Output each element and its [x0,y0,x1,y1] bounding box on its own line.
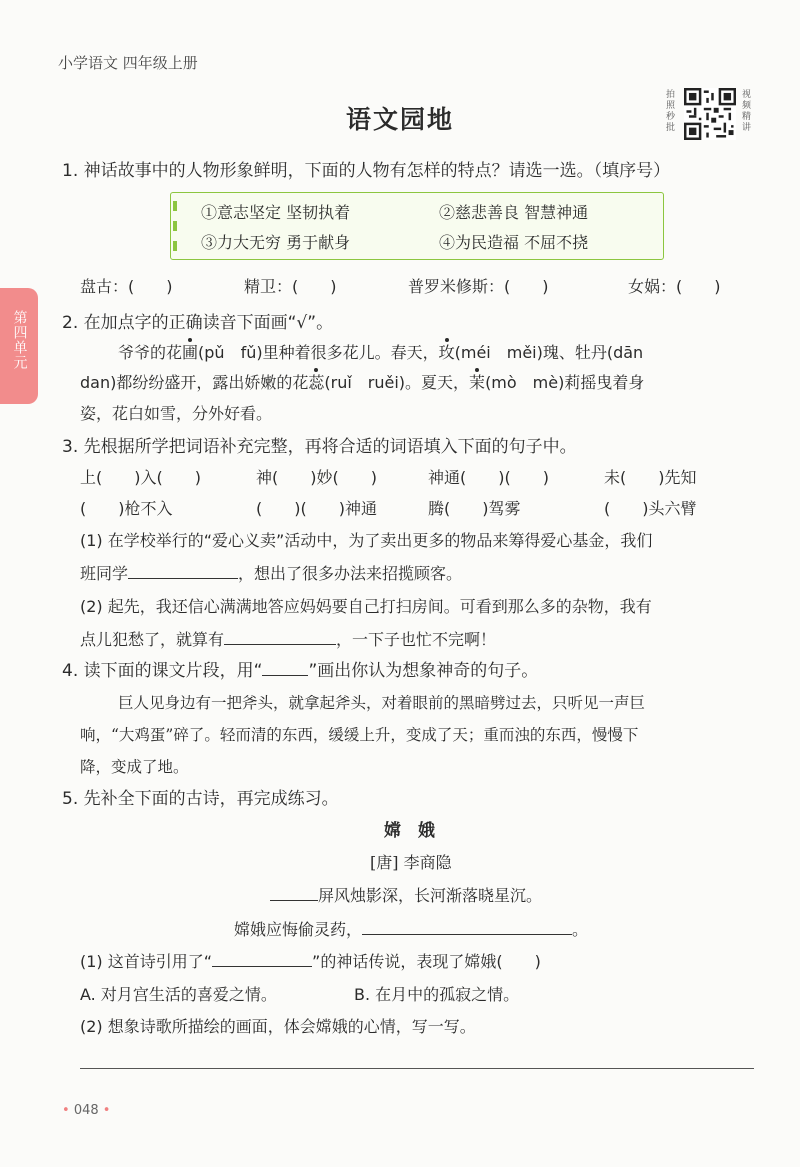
fill-blank[interactable] [224,628,336,645]
dotted-char: 蕊 [308,373,325,392]
text: ”画出你认为想象神奇的句子。 [308,661,539,681]
q2-line-3: 姿，花白如雪，分外好看。 [80,404,273,423]
page-number-value: 048 [73,1103,99,1118]
fill-blank[interactable] [270,884,318,901]
text: (mò mè)莉摇曳着身 [485,373,645,392]
q2-prompt: 2. 在加点字的正确读音下面画“√”。 [62,313,334,333]
q3-word-2[interactable]: 神( )妙( ) [256,468,377,487]
text: 。 [572,920,589,939]
text: (pǔ fǔ)里种着很多花儿。春天， [198,343,439,362]
q3-sentence-1a: (1) 在学校举行的“爱心义卖”活动中，为了卖出更多的物品来筹得爱心基金，我们 [80,531,653,550]
q1-option-4: ④为民造福 不屈不挠 [439,233,589,252]
q5-option-b[interactable]: B. 在月中的孤寂之情。 [354,985,520,1004]
text: 4. 读下面的课文片段，用“ [62,661,263,681]
q1-option-3: ③力大无穷 勇于献身 [201,233,351,252]
text: (méi měi)瑰、牡丹(dān [454,343,644,362]
poem-line-2 [234,918,588,941]
green-marker [173,201,177,211]
q5-subquestion-2: (2) 想象诗歌所描绘的画面，体会嫦娥的心情，写一写。 [80,1017,476,1036]
text: 班同学 [80,564,129,583]
dotted-char: 茉 [469,373,486,392]
q3-word-3[interactable]: 神通( )( ) [428,468,549,487]
q1-answer-pangu[interactable]: 盘古：( ) [80,277,173,296]
qr-left-label: 拍照秒批 [666,90,676,133]
answer-line[interactable] [80,1068,754,1069]
fill-blank[interactable] [212,950,312,967]
q4-passage-line-2: 响，“大鸡蛋”碎了。轻而清的东西，缓缓上升，变成了天；重而浊的东西，慢慢下 [80,726,639,744]
q2-line-2 [80,372,644,394]
q1-answer-jingwei[interactable]: 精卫：( ) [244,277,337,296]
qr-right-label: 视频精讲 [742,90,752,133]
q1-answer-nvwa[interactable]: 女娲：( ) [628,277,721,296]
text: ，一下子也忙不完啊！ [336,630,497,649]
q1-options-box [170,192,664,260]
green-marker [173,241,177,251]
dotted-char: 圃 [182,343,199,362]
text: (ruǐ ruěi)。夏天， [324,373,470,392]
underline-sample [262,661,308,676]
q3-sentence-2a: (2) 起先，我还信心满满地答应妈妈要自己打扫房间。可看到那么多的杂物，我有 [80,597,652,616]
q3-word-6[interactable]: ( )( )神通 [256,499,377,518]
fill-blank[interactable] [362,918,572,935]
q3-word-1[interactable]: 上( )入( ) [80,468,201,487]
q3-prompt: 3. 先根据所学把词语补充完整，再将合适的词语填入下面的句子中。 [62,437,577,457]
q4-passage-line-1: 巨人见身边有一把斧头，就拿起斧头，对着眼前的黑暗劈过去，只听见一声巨 [118,694,646,712]
q5-subquestion-1 [80,950,541,973]
q1-answer-prometheus[interactable]: 普罗米修斯：( ) [408,277,549,296]
running-header: 小学语文 四年级上册 [58,54,198,72]
page-number: • 048 • [62,1103,111,1118]
poem-line-1 [270,884,542,907]
q3-word-7[interactable]: 腾( )驾雾 [428,499,521,518]
text: 点儿犯愁了，就算有 [80,630,225,649]
unit-side-tab [0,288,38,404]
fill-blank[interactable] [128,562,238,579]
q4-prompt [62,660,538,682]
text: 爷爷的花 [118,343,183,362]
text: ”的神话传说，表现了嫦娥( ) [312,952,541,971]
page-title: 语文园地 [345,105,454,134]
q2-line-1 [118,342,643,364]
q3-sentence-1b [80,562,462,585]
unit-side-tab-label: 第四单元 [11,310,28,370]
dotted-char: 玫 [438,343,455,362]
q5-prompt: 5. 先补全下面的古诗，再完成练习。 [62,789,339,809]
text: 屏风烛影深，长河渐落晓星沉。 [318,886,543,905]
q3-word-5[interactable]: ( )枪不入 [80,499,173,518]
green-marker [173,221,177,231]
q5-option-a[interactable]: A. 对月宫生活的喜爱之情。 [80,985,277,1004]
q3-word-4[interactable]: 未( )先知 [604,468,697,487]
q1-option-2: ②慈悲善良 智慧神通 [439,203,589,222]
q3-sentence-2b [80,628,496,651]
text: (1) 这首诗引用了“ [80,952,213,971]
poem-title: 嫦 娥 [384,821,435,841]
text: dan)都纷纷盛开，露出娇嫩的花 [80,373,309,392]
poem-author: [唐] 李商隐 [370,853,452,872]
text: 嫦娥应悔偷灵药， [234,920,363,939]
q1-prompt: 1. 神话故事中的人物形象鲜明，下面的人物有怎样的特点？请选一选。（填序号） [62,161,671,181]
q4-passage-line-3: 降，变成了地。 [80,758,189,776]
q3-word-8[interactable]: ( )头六臂 [604,499,697,518]
text: ，想出了很多办法来招揽顾客。 [238,564,463,583]
q1-option-1: ①意志坚定 坚韧执着 [201,203,351,222]
